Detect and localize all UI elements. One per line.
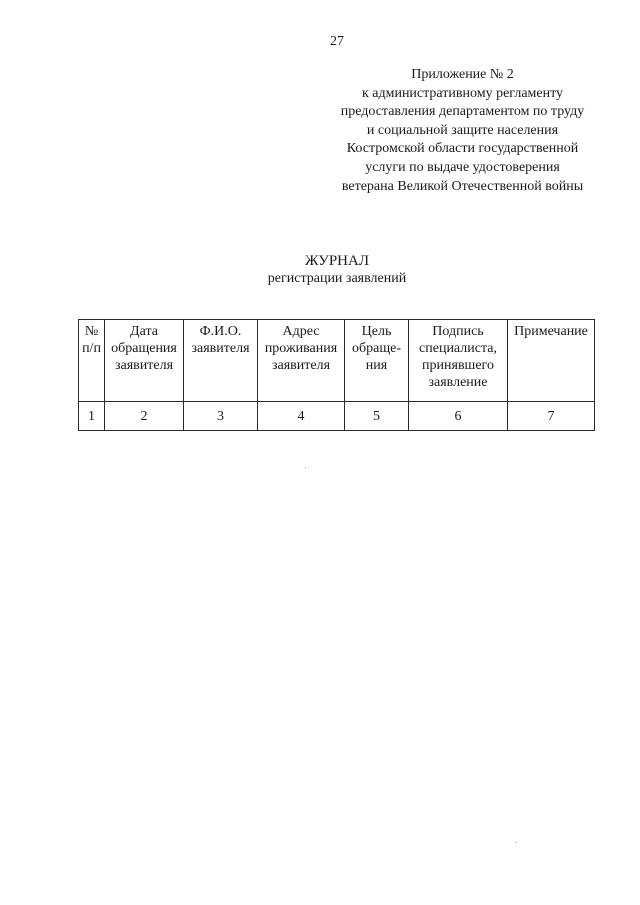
header-cell-address: Адрес проживания заявителя xyxy=(258,320,345,402)
table-cell: 6 xyxy=(409,402,508,431)
page-number: 27 xyxy=(330,34,344,49)
header-cell-number: № п/п xyxy=(79,320,105,402)
table-cell: 2 xyxy=(105,402,184,431)
table-cell: 7 xyxy=(508,402,595,431)
header-cell-note: Примечание xyxy=(508,320,595,402)
journal-title: ЖУРНАЛ xyxy=(304,253,370,269)
appendix-line: Костромской области государственной xyxy=(346,141,579,157)
appendix-line: ветерана Великой Отечественной войны xyxy=(341,178,584,194)
header-cell-name: Ф.И.О. заявителя xyxy=(184,320,258,402)
appendix-line: Приложение № 2 xyxy=(411,67,514,82)
scan-speck xyxy=(305,467,306,468)
table-cell: 5 xyxy=(345,402,409,431)
table-cell: 3 xyxy=(184,402,258,431)
header-cell-date: Дата обращения заявителя xyxy=(105,320,184,402)
registration-table xyxy=(78,319,595,431)
table-cell: 1 xyxy=(79,402,105,431)
appendix-line: предоставления департаментом по труду xyxy=(340,104,585,120)
appendix-line: к административному регламенту xyxy=(361,85,564,101)
appendix-line: услуги по выдаче удостоверения xyxy=(365,159,560,175)
appendix-line: и социальной защите населения xyxy=(366,122,559,138)
journal-subtitle: регистрации заявлений xyxy=(267,271,407,286)
header-cell-signature: Подпись специалиста, принявшего заявление xyxy=(409,320,508,402)
table-header-row xyxy=(79,320,595,402)
appendix-block xyxy=(300,66,625,196)
scan-speck xyxy=(516,842,517,843)
header-cell-purpose: Цель обраще- ния xyxy=(345,320,409,402)
table-row xyxy=(79,402,595,431)
table-cell: 4 xyxy=(258,402,345,431)
